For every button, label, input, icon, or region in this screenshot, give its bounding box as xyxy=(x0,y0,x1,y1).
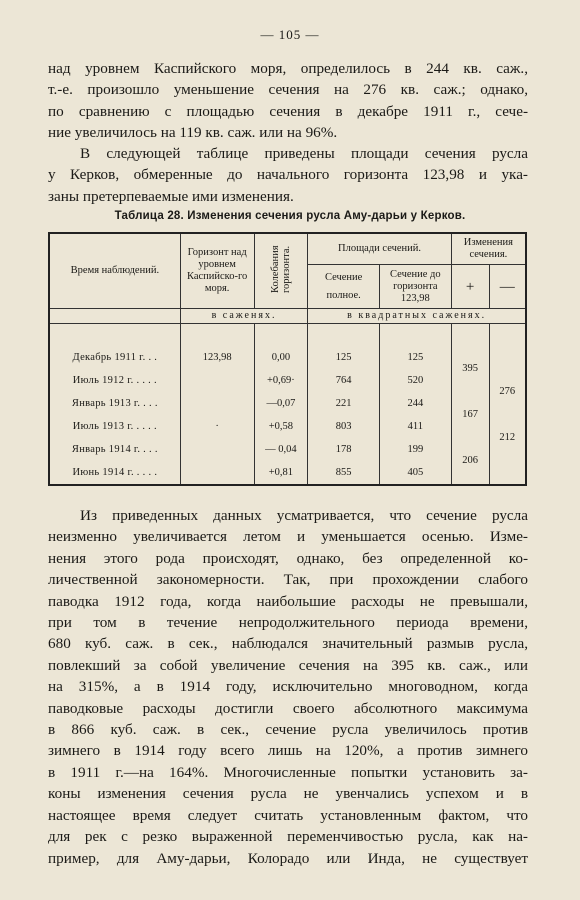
cell-horizon xyxy=(180,369,254,392)
cell-full-section: 221 xyxy=(308,392,380,415)
text-line: при том в течение непродолжительного периода времени, xyxy=(48,614,528,632)
cell-section-to-horizon: 125 xyxy=(379,346,451,369)
cell-fluctuation: +0,69· xyxy=(254,369,308,392)
cell-time: Декабрь 1911 г. . . xyxy=(49,346,180,369)
cell-time: Июнь 1914 г. . . . . xyxy=(49,461,180,485)
cell-full-section: 803 xyxy=(308,415,380,438)
cell-fluctuation: —0,07 xyxy=(254,392,308,415)
section-changes-table xyxy=(48,232,527,486)
text-line: паводковые расходы достигли своего абсолютного максимума xyxy=(48,699,528,717)
text-line: В следующей таблице приведены площади сечения русла xyxy=(80,145,528,162)
table-row xyxy=(49,438,526,461)
cell-fluctuation: 0,00 xyxy=(254,346,308,369)
paragraph-2 xyxy=(48,143,528,207)
header-full-section: Сечение полное. xyxy=(308,265,380,309)
units-spacer xyxy=(49,309,180,324)
text-line: на 315%, а в 1914 году, исключительно многоводном, когда xyxy=(48,678,528,696)
header-changes: Изменения сечения. xyxy=(451,233,526,265)
text-line: по сравнению с площадью сечения в декабре 1911 г., сече- xyxy=(48,102,528,120)
text-line: пример, для Аму-дарьи, Колорадо или Инда, не существует xyxy=(48,849,528,867)
cell-full-section: 125 xyxy=(308,346,380,369)
text-line: настоящее время следует считать установленным фактом, что xyxy=(48,806,528,824)
header-section-to-horizon: Сечение до горизонта 123,98 xyxy=(379,265,451,309)
cell-time: Июль 1912 г. . . . . xyxy=(49,369,180,392)
cell-horizon: 123,98 xyxy=(180,346,254,369)
cell-horizon: · xyxy=(180,415,254,438)
cell-horizon xyxy=(180,461,254,485)
text-line: личественной закономерности. Так, при прохождении слабого xyxy=(48,571,528,589)
header-areas: Площади сечений. xyxy=(308,233,451,265)
cell-section-to-horizon: 199 xyxy=(379,438,451,461)
text-line: повлекший за собой увеличение сечения на 395 кв. саж., или xyxy=(48,656,528,674)
cell-section-to-horizon: 411 xyxy=(379,415,451,438)
text-line: неизменно увеличивается летом и уменьшается осенью. Изме- xyxy=(48,528,528,546)
text-line: у Керков, обмеренные до начального горизонта 123,98 и ука- xyxy=(48,166,528,184)
cell-full-section: 855 xyxy=(308,461,380,485)
cell-minus-change: 276 xyxy=(489,369,526,415)
text-line: зимнего в 1914 году всего лишь на 120%, а против зимнего xyxy=(48,742,528,760)
cell-time: Июль 1913 г. . . . . xyxy=(49,415,180,438)
table-title: Таблица 28. Изменения сечения русла Аму-дарьи у Керков. xyxy=(114,210,466,222)
text-line: ние увеличилось на 119 кв. саж. или на 96%. xyxy=(48,124,338,142)
units-fathoms: в саженях. xyxy=(180,309,308,324)
cell-plus-change: 167 xyxy=(451,392,489,438)
table-row xyxy=(49,392,526,415)
cell-horizon xyxy=(180,438,254,461)
cell-fluctuation: — 0,04 xyxy=(254,438,308,461)
paragraph-3 xyxy=(48,505,528,869)
cell-plus-change: 395 xyxy=(451,346,489,392)
cell-section-to-horizon: 520 xyxy=(379,369,451,392)
text-line: нения этого рода происходят, однако, без определенной ко- xyxy=(48,549,528,567)
cell-time: Январь 1913 г. . . . xyxy=(49,392,180,415)
page-number: — 105 — xyxy=(260,27,320,42)
paragraph-1 xyxy=(48,58,528,144)
header-time: Время наблюдений. xyxy=(49,233,180,309)
text-line: в 866 куб. саж. в сек., сечение русла увеличилось против xyxy=(48,721,528,739)
units-square-fathoms: в квадратных саженях. xyxy=(308,309,526,324)
cell-minus-change: 212 xyxy=(489,415,526,461)
text-line: заны претерпеваемые ими изменения. xyxy=(48,187,294,205)
cell-horizon xyxy=(180,392,254,415)
text-line: над уровнем Каспийского моря, определилось в 244 кв. саж., xyxy=(48,60,528,77)
cell-plus-change: 206 xyxy=(451,438,489,485)
header-fluctuations xyxy=(254,233,308,309)
text-line: коны изменения сечения русла не увенчались успехом и в xyxy=(48,785,528,803)
header-fluctuations-label: Колебания горизонта. xyxy=(269,245,292,293)
cell-fluctuation: +0,58 xyxy=(254,415,308,438)
header-minus: — xyxy=(489,265,526,309)
table-container xyxy=(48,232,527,486)
text-line: для рек с резко выраженной переменчивостью русла, как на- xyxy=(48,828,528,846)
cell-section-to-horizon: 244 xyxy=(379,392,451,415)
text-line: в 1911 г.—на 164%. Многочисленные попытки установить за- xyxy=(48,763,528,781)
cell-full-section: 764 xyxy=(308,369,380,392)
table-row xyxy=(49,346,526,369)
cell-time: Январь 1914 г. . . . xyxy=(49,438,180,461)
text-line: 680 куб. саж. в сек., наблюдался значительный размыв русла, xyxy=(48,635,528,653)
text-line: паводка 1912 года, когда наибольшие расходы не превышали, xyxy=(48,592,528,610)
cell-full-section: 178 xyxy=(308,438,380,461)
header-horizon: Горизонт над уровнем Каспийско-го моря. xyxy=(180,233,254,309)
text-line: т.-е. произошло уменьшение сечения на 276 кв. саж.; однако, xyxy=(48,81,528,99)
header-plus: + xyxy=(451,265,489,309)
cell-section-to-horizon: 405 xyxy=(379,461,451,485)
text-line: Из приведенных данных усматривается, что сечение русла xyxy=(80,507,528,524)
cell-fluctuation: +0,81 xyxy=(254,461,308,485)
